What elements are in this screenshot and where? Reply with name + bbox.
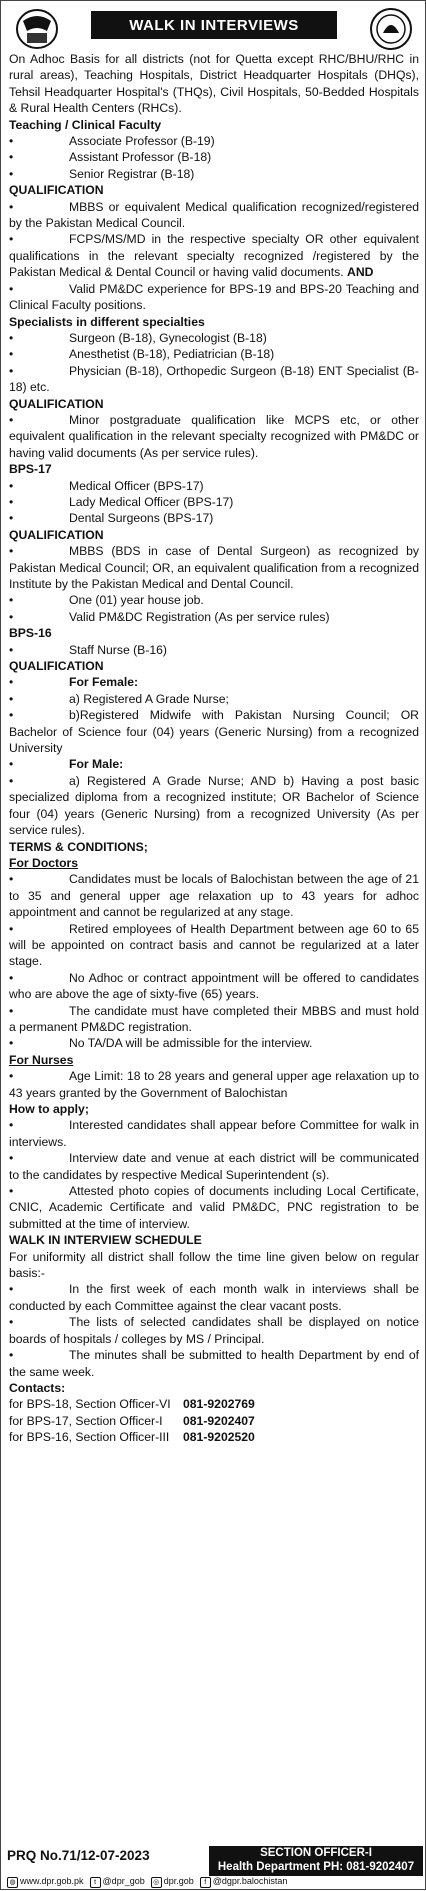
list-item: • a) Registered A Grade Nurse; xyxy=(9,691,419,707)
list-item: • Physician (B-18), Orthopedic Surgeon (B-18) ENT Specialist (B-18) etc. xyxy=(9,363,419,396)
contact-row: for BPS-16, Section Officer-III 081-9202520 xyxy=(9,1430,255,1445)
page-title: WALK IN INTERVIEWS xyxy=(91,11,337,39)
contacts-heading: Contacts: xyxy=(9,1380,66,1395)
doctors-subheading: For Doctors xyxy=(9,855,79,870)
list-item: • Surgeon (B-18), Gynecologist (B-18) xyxy=(9,330,419,346)
bps16-heading: BPS-16 xyxy=(9,626,52,641)
twitter-icon: t xyxy=(90,1877,101,1888)
list-item: • No TA/DA will be admissible for the interview. xyxy=(9,1035,419,1051)
list-item: • MBBS or equivalent Medical qualification recognized/registered by the Pakistan Medical Council. xyxy=(9,199,419,232)
terms-heading: TERMS & CONDITIONS; xyxy=(9,839,148,854)
contact-row: for BPS-18, Section Officer-VI 081-9202769 xyxy=(9,1397,255,1412)
social-links xyxy=(7,1876,287,1888)
list-item: • One (01) year house job. xyxy=(9,592,419,608)
prq-number: PRQ No.71/12-07-2023 xyxy=(7,1848,150,1863)
facebook-icon: f xyxy=(200,1877,211,1888)
list-item: • Minor postgraduate qualification like MCPS etc, or other equivalent qualification in the relevant specialty recognized with PM&DC or having valid documents (As per service rules). xyxy=(9,412,419,461)
advertisement-body xyxy=(9,51,419,1446)
list-item: • MBBS (BDS in case of Dental Surgeon) as recognized by Pakistan Medical Council; OR, an equivalent qualification from a recognized Institute by the Pakistan Medical and Dental Council. xyxy=(9,543,419,592)
bps17-heading: BPS-17 xyxy=(9,462,52,477)
globe-icon: ◍ xyxy=(7,1877,18,1888)
list-item: • Senior Registrar (B-18) xyxy=(9,166,419,182)
list-item: • The minutes shall be submitted to health Department by end of the same week. xyxy=(9,1347,419,1380)
list-item: • Staff Nurse (B-16) xyxy=(9,642,419,658)
header xyxy=(9,7,419,49)
list-item: • For Female: xyxy=(9,674,419,690)
list-item: • Anesthetist (B-18), Pediatrician (B-18) xyxy=(9,346,419,362)
list-item: • The lists of selected candidates shall be displayed on notice boards of hospitals / colleges by MS / Principal. xyxy=(9,1314,419,1347)
department-phone: Health Department PH: 081-9202407 xyxy=(217,1861,415,1873)
list-item: • For Male: xyxy=(9,756,419,772)
social-link[interactable]: ◎ dpr.gob xyxy=(151,1876,194,1888)
officer-box xyxy=(209,1846,423,1876)
footer xyxy=(1,1846,426,1891)
intro-paragraph: On Adhoc Basis for all districts (not for Quetta except RHC/BHU/RHC in rural areas), Teaching Hospitals, District Headquarter Hospitals (DHQs), Tehsil Headquarter Hospital's (THQs), Civil Hospitals, 50-Bedded Hospitals & Rural Health Centers (RHCs). xyxy=(9,52,419,116)
list-item: • Candidates must be locals of Balochistan between the age of 21 to 35 and general upper age relaxation up to 43 years for adhoc appointment and cannot be regularized at any stage. xyxy=(9,871,419,920)
contact-row: for BPS-17, Section Officer-I 081-9202407 xyxy=(9,1413,255,1428)
list-item: • Medical Officer (BPS-17) xyxy=(9,478,419,494)
health-department-emblem-icon xyxy=(367,7,415,51)
list-item: • Retired employees of Health Department between age 60 to 65 will be appointed on contract basis and cannot be regularized at a later stage. xyxy=(9,921,419,970)
schedule-intro: For uniformity all district shall follow the time line given below on regular basis:- xyxy=(9,1249,419,1281)
list-item: • Attested photo copies of documents including Local Certificate, CNIC, Academic Certificate and valid PM&DC, PNC registration to be submitted at the time of interview. xyxy=(9,1183,419,1232)
list-item: • b)Registered Midwife with Pakistan Nursing Council; OR Bachelor of Science four (04) years (Generic Nursing) from a recognized University xyxy=(9,707,419,756)
list-item: • Interview date and venue at each district will be communicated to the candidates by respective Medical Superintendent (s). xyxy=(9,1150,419,1183)
list-item: • Age Limit: 18 to 28 years and general upper age relaxation up to 43 years granted by the Government of Balochistan xyxy=(9,1068,419,1101)
list-item: • Interested candidates shall appear before Committee for walk in interviews. xyxy=(9,1117,419,1150)
teaching-heading: Teaching / Clinical Faculty xyxy=(9,117,162,132)
qualification-heading: QUALIFICATION xyxy=(9,527,104,542)
list-item: • FCPS/MS/MD in the respective specialty OR other equivalent qualifications in the relevant specialty recognized /registered by the Pakistan Medical & Dental Council or having valid documents. AND xyxy=(9,231,419,280)
list-item: • Valid PM&DC experience for BPS-19 and BPS-20 Teaching and Clinical Faculty positions. xyxy=(9,281,419,314)
list-item: • In the first week of each month walk in interviews shall be conducted by each Committee against the clear vacant posts. xyxy=(9,1281,419,1314)
social-link[interactable]: ◍ www.dpr.gob.pk xyxy=(7,1876,84,1888)
list-item: • No Adhoc or contract appointment will be offered to candidates who are above the age of sixty-five (65) years. xyxy=(9,970,419,1003)
apply-heading: How to apply; xyxy=(9,1102,89,1116)
qualification-heading: QUALIFICATION xyxy=(9,659,104,674)
schedule-heading: WALK IN INTERVIEW SCHEDULE xyxy=(9,1233,202,1248)
social-link[interactable]: t @dpr_gob xyxy=(90,1876,145,1888)
qualification-heading: QUALIFICATION xyxy=(9,396,104,411)
specialists-heading: Specialists in different specialties xyxy=(9,314,205,329)
instagram-icon: ◎ xyxy=(151,1877,162,1888)
balochistan-emblem-icon xyxy=(13,7,61,51)
officer-title: SECTION OFFICER-I xyxy=(260,1847,372,1859)
list-item: • Associate Professor (B-19) xyxy=(9,133,419,149)
list-item: • The candidate must have completed their MBBS and must hold a permanent PM&DC registration. xyxy=(9,1003,419,1036)
list-item: • Lady Medical Officer (BPS-17) xyxy=(9,494,419,510)
list-item: • Assistant Professor (B-18) xyxy=(9,149,419,165)
social-link[interactable]: f @dgpr.balochistan xyxy=(200,1876,288,1888)
list-item: • Valid PM&DC Registration (As per service rules) xyxy=(9,609,419,625)
list-item: • Dental Surgeons (BPS-17) xyxy=(9,510,419,526)
nurses-subheading: For Nurses xyxy=(9,1052,74,1067)
list-item: • a) Registered A Grade Nurse; AND b) Having a post basic specialized diploma from a recognized institute; OR Bachelor of Science four (04) years (Generic Nursing) from a recognized University (As per service rules). xyxy=(9,773,419,839)
qualification-heading: QUALIFICATION xyxy=(9,183,104,198)
